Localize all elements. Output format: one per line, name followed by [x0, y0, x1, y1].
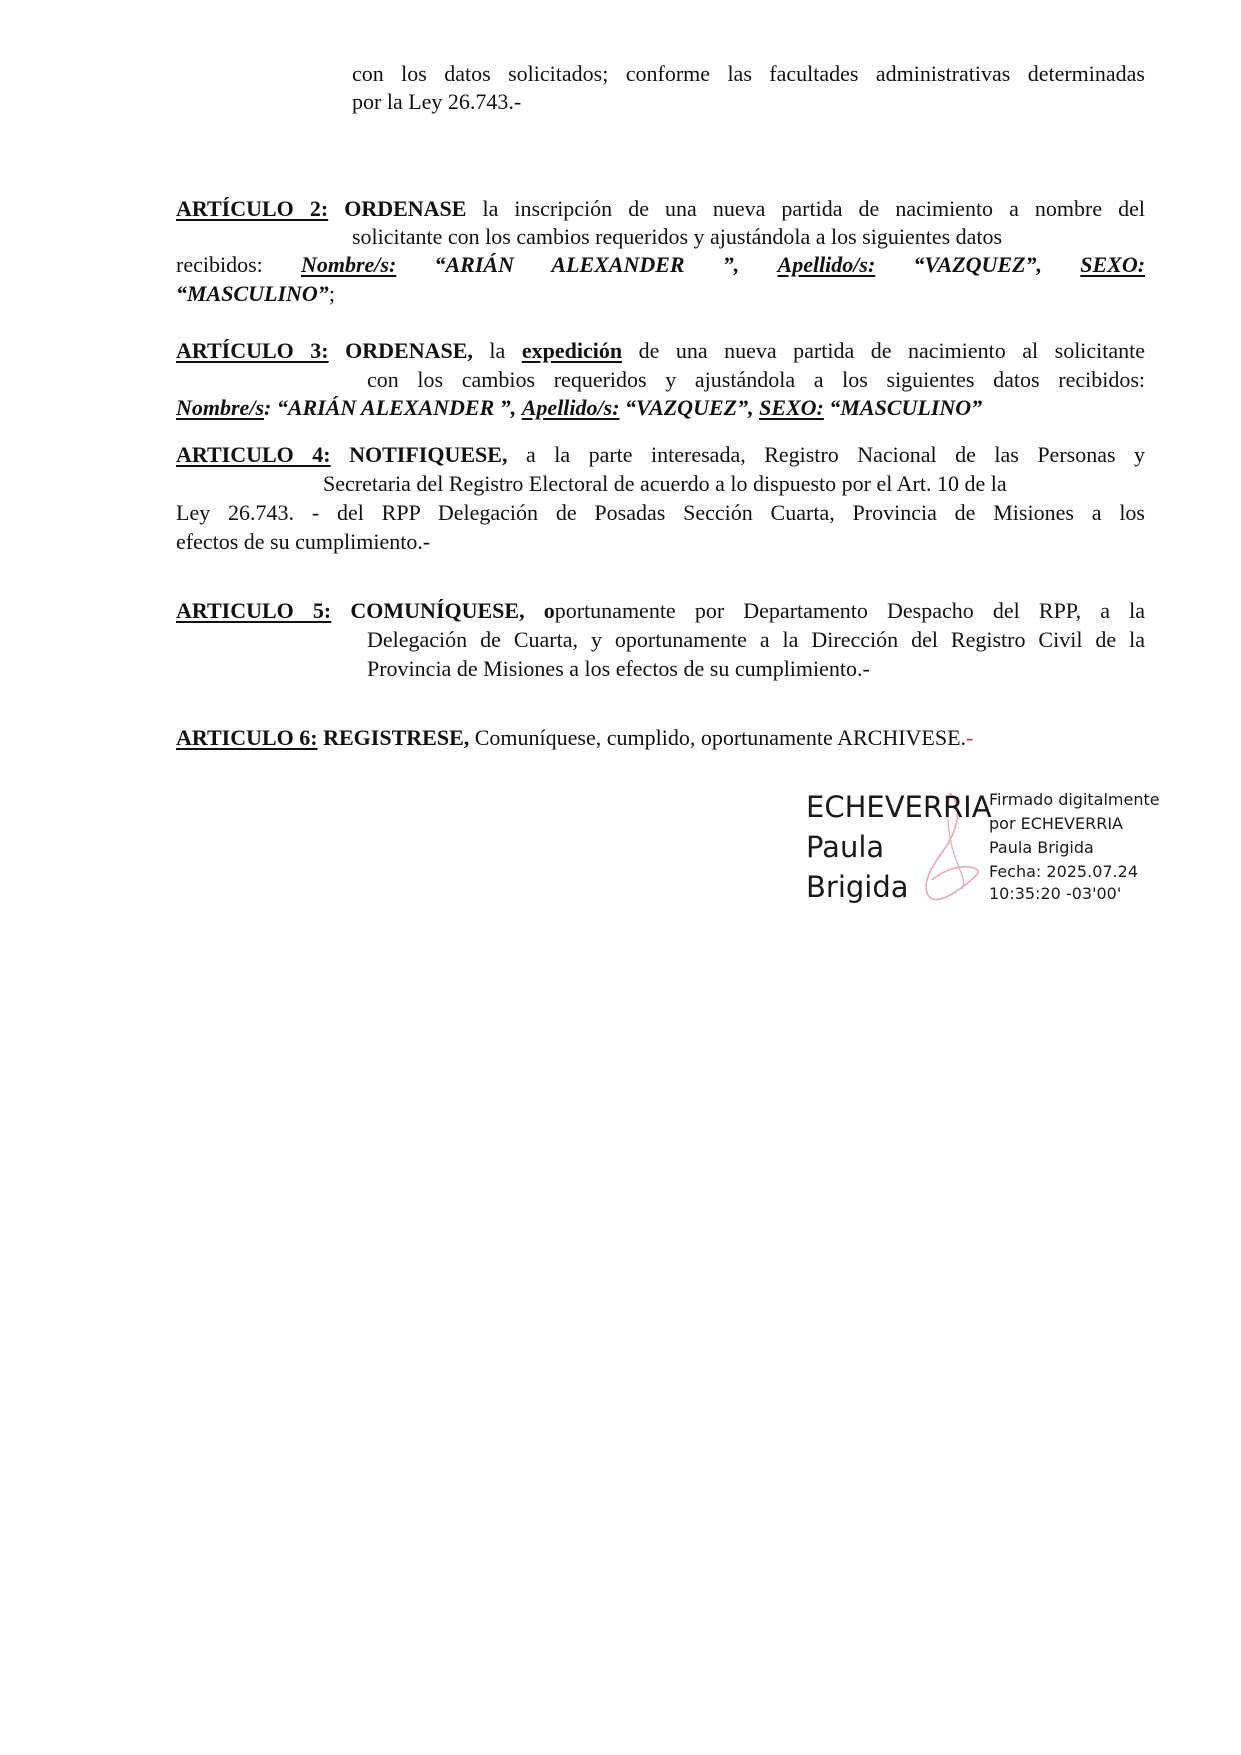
article-2-line-2: solicitante con los cambios requeridos y ajustándola a los siguientes datos: [352, 224, 1003, 249]
article-3-line-3: [176, 394, 982, 422]
signer-name-line-2: Paula: [806, 830, 885, 864]
article-6-verb: REGISTRESE,: [323, 725, 470, 750]
article-3-line-2: con los cambios requeridos y ajustándola a los siguientes datos recibidos:: [367, 367, 1145, 392]
article-2-line-3: recibidos: Nombre/s: “ARIÁN ALEXANDER ”, Apellido/s: “VAZQUEZ”, SEXO:: [176, 252, 1145, 277]
article-2-nombre-value: “ARIÁN ALEXANDER ”,: [434, 252, 740, 277]
signature-info-line-2: por ECHEVERRIA: [989, 814, 1123, 833]
signature-info-line-1: Firmado digitalmente: [989, 790, 1160, 809]
signer-name-line-3: Brigida: [806, 870, 909, 904]
article-2-apellido-label: Apellido/s:: [777, 252, 876, 277]
signature-date: Fecha: 2025.07.24: [989, 862, 1138, 881]
article-4-label: ARTICULO 4:: [176, 442, 331, 467]
article-3-expedicion: expedición: [521, 338, 623, 363]
article-5-verb: COMUNÍQUESE, o: [350, 598, 555, 623]
article-6-line-1: ARTICULO 6: REGISTRESE, Comuníquese, cumplido, oportunamente ARCHIVESE.-: [176, 725, 974, 750]
article-3-sexo-label: SEXO:: [759, 395, 824, 420]
article-3-label: ARTÍCULO 3:: [176, 338, 329, 363]
article-2-sexo-label: SEXO:: [1080, 252, 1145, 277]
article-4-line-4: efectos de su cumplimiento.-: [176, 529, 431, 554]
article-4-line-2: Secretaria del Registro Electoral de acuerdo a lo dispuesto por el Art. 10 de la: [323, 471, 1007, 496]
article-4-line-3: Ley 26.743. - del RPP Delegación de Posadas Sección Cuarta, Provincia de Misiones a los: [176, 500, 1145, 525]
article-2-apellido-value: “VAZQUEZ”,: [913, 252, 1043, 277]
article-1-continuation-line-1: con los datos solicitados; conforme las facultades administrativas determinadas: [352, 61, 1145, 86]
article-2-line-1: ARTÍCULO 2: ORDENASE la inscripción de una nueva partida de nacimiento a nombre del: [176, 196, 1145, 221]
article-2-label: ARTÍCULO 2:: [176, 196, 329, 221]
article-2-line-4: “MASCULINO”;: [176, 281, 335, 306]
article-5-label: ARTICULO 5:: [176, 598, 332, 623]
article-6-label: ARTICULO 6:: [176, 725, 318, 750]
article-4-verb: NOTIFIQUESE,: [349, 442, 508, 467]
article-2-sexo-value: “MASCULINO”: [176, 281, 329, 306]
article-5-line-3: Provincia de Misiones a los efectos de su cumplimiento.-: [367, 656, 870, 681]
article-4-line-1: ARTICULO 4: NOTIFIQUESE, a la parte interesada, Registro Nacional de las Personas y: [176, 442, 1145, 467]
article-2-verb: ORDENASE: [344, 196, 467, 221]
signer-name-line-1: ECHEVERRIA: [806, 790, 992, 824]
article-3-sexo-value: “MASCULINO”: [829, 395, 983, 420]
article-5-line-1: ARTICULO 5: COMUNÍQUESE, oportunamente por Departamento Despacho del RPP, a la: [176, 598, 1145, 623]
article-3-apellido-label: Apellido/s:: [521, 395, 620, 420]
signature-info-line-3: Paula Brigida: [989, 838, 1094, 857]
article-5-line-2: Delegación de Cuarta, y oportunamente a la Dirección del Registro Civil de la: [367, 627, 1145, 652]
article-3-verb: ORDENASE,: [345, 338, 473, 363]
signature-time: 10:35:20 -03'00': [989, 884, 1122, 903]
article-2-nombre-label: Nombre/s:: [300, 252, 397, 277]
article-1-continuation-line-2: por la Ley 26.743.-: [352, 89, 522, 114]
article-3-nombre-label: Nombre/s: [176, 395, 264, 420]
article-3-line-1: ARTÍCULO 3: ORDENASE, la expedición de una nueva partida de nacimiento al solicitante: [176, 338, 1145, 363]
article-3-nombre-value: : “ARIÁN ALEXANDER ”,: [264, 395, 517, 420]
article-3-apellido-value: “VAZQUEZ”,: [625, 395, 754, 420]
